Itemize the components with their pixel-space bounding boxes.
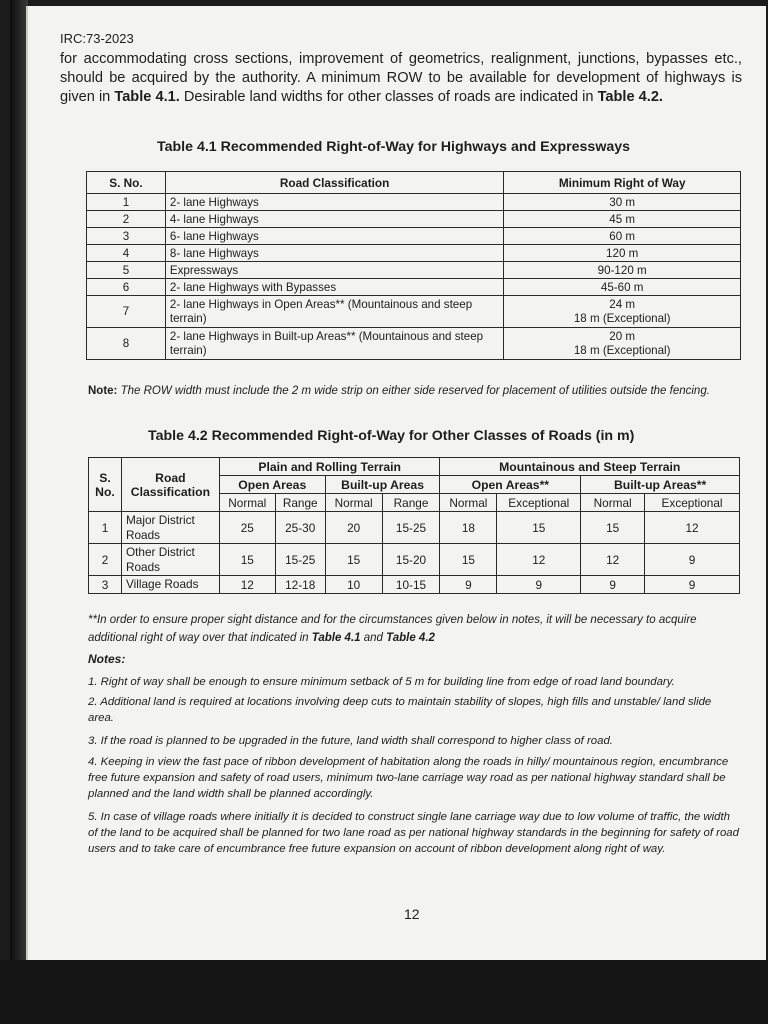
cell-classification: 6- lane Highways: [165, 228, 503, 245]
cell-value: 15-25: [382, 512, 440, 544]
column-header-classification: Road Classification: [165, 172, 503, 194]
cell-classification: Expressways: [165, 262, 503, 279]
group-header-mountain: Mountainous and Steep Terrain: [440, 458, 740, 476]
subgroup-header-open-plain: Open Areas: [219, 476, 325, 494]
cell-value: 12: [497, 544, 581, 576]
subgroup-header-builtup-plain: Built-up Areas: [325, 476, 440, 494]
table-row: [87, 211, 741, 228]
intro-table-ref-2: Table 4.2.: [597, 89, 663, 105]
notes-heading: Notes:: [88, 652, 126, 666]
cell-value: 20: [325, 512, 382, 544]
note-label: Note:: [88, 385, 118, 397]
table-row: [87, 194, 741, 211]
note-item-5: 5. In case of village roads where initially it is decided to construct single lane carriage way due to low volume of traffic, the width of the land to be acquired shall be planned for two lane road as per national highway standards in the beginning for safety of road users and to take care of encumbrance free future expansion on account of ribbon development along right of way.: [88, 811, 739, 855]
cell-value: 9: [645, 576, 740, 594]
cell-sno: 8: [87, 328, 166, 360]
document-id: IRC:73-2023: [60, 31, 134, 46]
cell-value: 9: [645, 544, 740, 576]
cell-row: [504, 296, 741, 328]
table-4-1: [86, 171, 741, 360]
cell-sno: 1: [87, 194, 166, 211]
cell-value: 15: [581, 512, 645, 544]
cell-classification: 4- lane Highways: [165, 211, 503, 228]
note-item-3: 3. If the road is planned to be upgraded in the future, land width shall correspond to higher class of road.: [88, 735, 613, 747]
scan-edge: [10, 0, 28, 1024]
cell-classification: Major District Roads: [121, 512, 219, 544]
cell-sno: 6: [87, 279, 166, 296]
cell-value: 25-30: [275, 512, 325, 544]
footnote-text-1: **In order to ensure proper sight distance and for the circumstances given below in notes, it will be necessary to acquire additional right of way over that indicated in: [88, 614, 697, 644]
column-header-normal: Normal: [581, 494, 645, 512]
column-header-sno: S. No.: [87, 172, 166, 194]
cell-row: 90-120 m: [504, 262, 741, 279]
group-header-plain: Plain and Rolling Terrain: [219, 458, 440, 476]
column-header-classification: Road Classification: [121, 458, 219, 512]
cell-value: 10-15: [382, 576, 440, 594]
cell-classification: 2- lane Highways in Built-up Areas** (Mountainous and steep terrain): [165, 328, 503, 360]
cell-classification: 2- lane Highways in Open Areas** (Mountainous and steep terrain): [165, 296, 503, 328]
subgroup-header-open-mountain: Open Areas**: [440, 476, 581, 494]
footnote-table-ref-2: Table 4.2: [386, 632, 435, 644]
cell-sno: 1: [89, 512, 122, 544]
page-number: 12: [404, 906, 420, 922]
column-header-exceptional: Exceptional: [497, 494, 581, 512]
table-row: [87, 296, 741, 328]
note-text: The ROW width must include the 2 m wide strip on either side reserved for placement of utilities outside the fencing.: [117, 385, 710, 397]
cell-value: 10: [325, 576, 382, 594]
cell-sno: 2: [89, 544, 122, 576]
footnote-text-2: and: [360, 632, 387, 644]
scan-background: [0, 960, 768, 1024]
cell-sno: 7: [87, 296, 166, 328]
column-header-sno: S. No.: [89, 458, 122, 512]
note-item-4: 4. Keeping in view the fast pace of ribbon development of habitation along the roads in hilly/ mountainous region, encumbrance free future expansion and safety of road users, minimum two-lane carriage way road as per national highway standard shall be planned and the land width shall be planned accordingly.: [88, 756, 729, 800]
cell-classification: Village Roads: [121, 576, 219, 594]
column-header-exceptional: Exceptional: [645, 494, 740, 512]
note-item-2: 2. Additional land is required at locations involving deep cuts to maintain stability of slopes, high fills and unstable/ land slide area.: [88, 696, 712, 724]
cell-sno: 2: [87, 211, 166, 228]
intro-table-ref-1: Table 4.1.: [114, 89, 180, 105]
cell-row: 45 m: [504, 211, 741, 228]
table-row: [87, 328, 741, 360]
cell-row: [504, 328, 741, 360]
table-row: [87, 228, 741, 245]
table-row: [89, 576, 740, 594]
cell-sno: 5: [87, 262, 166, 279]
intro-text-2: Desirable land widths for other classes of roads are indicated in: [179, 89, 598, 105]
cell-value: 12: [219, 576, 275, 594]
table-4-1-note: [88, 383, 742, 400]
column-header-range: Range: [382, 494, 440, 512]
cell-value: 9: [497, 576, 581, 594]
cell-value: 9: [581, 576, 645, 594]
cell-sno: 4: [87, 245, 166, 262]
cell-row-value: 24 m: [609, 297, 636, 311]
column-header-normal: Normal: [325, 494, 382, 512]
cell-classification: 8- lane Highways: [165, 245, 503, 262]
cell-value: 12-18: [275, 576, 325, 594]
table-row: [87, 279, 741, 296]
cell-row-value: 20 m: [609, 329, 636, 343]
cell-sno: 3: [87, 228, 166, 245]
table-4-2: [88, 457, 740, 594]
column-header-range: Range: [275, 494, 325, 512]
cell-classification: 2- lane Highways with Bypasses: [165, 279, 503, 296]
cell-value: 12: [581, 544, 645, 576]
cell-row: 45-60 m: [504, 279, 741, 296]
cell-row: 30 m: [504, 194, 741, 211]
cell-value: 9: [440, 576, 497, 594]
table-4-2-caption: Table 4.2 Recommended Right-of-Way for Other Classes of Roads (in m): [148, 428, 635, 444]
column-header-normal: Normal: [440, 494, 497, 512]
cell-value: 18: [440, 512, 497, 544]
cell-classification: 2- lane Highways: [165, 194, 503, 211]
cell-value: 15: [325, 544, 382, 576]
sight-distance-footnote: [88, 611, 740, 647]
column-header-row: Minimum Right of Way: [504, 172, 741, 194]
cell-value: 15-25: [275, 544, 325, 576]
cell-sno: 3: [89, 576, 122, 594]
cell-value: 15-20: [382, 544, 440, 576]
table-row: [87, 245, 741, 262]
footnote-table-ref-1: Table 4.1: [311, 632, 361, 644]
cell-value: 12: [645, 512, 740, 544]
cell-value: 15: [440, 544, 497, 576]
table-row: [89, 544, 740, 576]
table-4-1-caption: Table 4.1 Recommended Right-of-Way for Highways and Expressways: [157, 139, 631, 155]
cell-row: 120 m: [504, 245, 741, 262]
cell-row-exceptional: 18 m (Exceptional): [573, 311, 671, 325]
table-row: [89, 512, 740, 544]
cell-row-exceptional: 18 m (Exceptional): [573, 343, 671, 357]
table-row: [87, 262, 741, 279]
intro-paragraph: [60, 50, 742, 107]
cell-value: 25: [219, 512, 275, 544]
cell-value: 15: [219, 544, 275, 576]
cell-row: 60 m: [504, 228, 741, 245]
subgroup-header-builtup-mountain: Built-up Areas**: [581, 476, 740, 494]
cell-value: 15: [497, 512, 581, 544]
column-header-normal: Normal: [219, 494, 275, 512]
cell-classification: Other District Roads: [121, 544, 219, 576]
note-item-1: 1. Right of way shall be enough to ensure minimum setback of 5 m for building line from edge of road land boundary.: [88, 676, 675, 688]
intro-text-1: for accommodating cross sections, improvement of geometrics, realignment, junctions, bypasses etc., should be acquired by the authority. A minimum ROW to be available for development of highways is given in: [60, 51, 742, 105]
